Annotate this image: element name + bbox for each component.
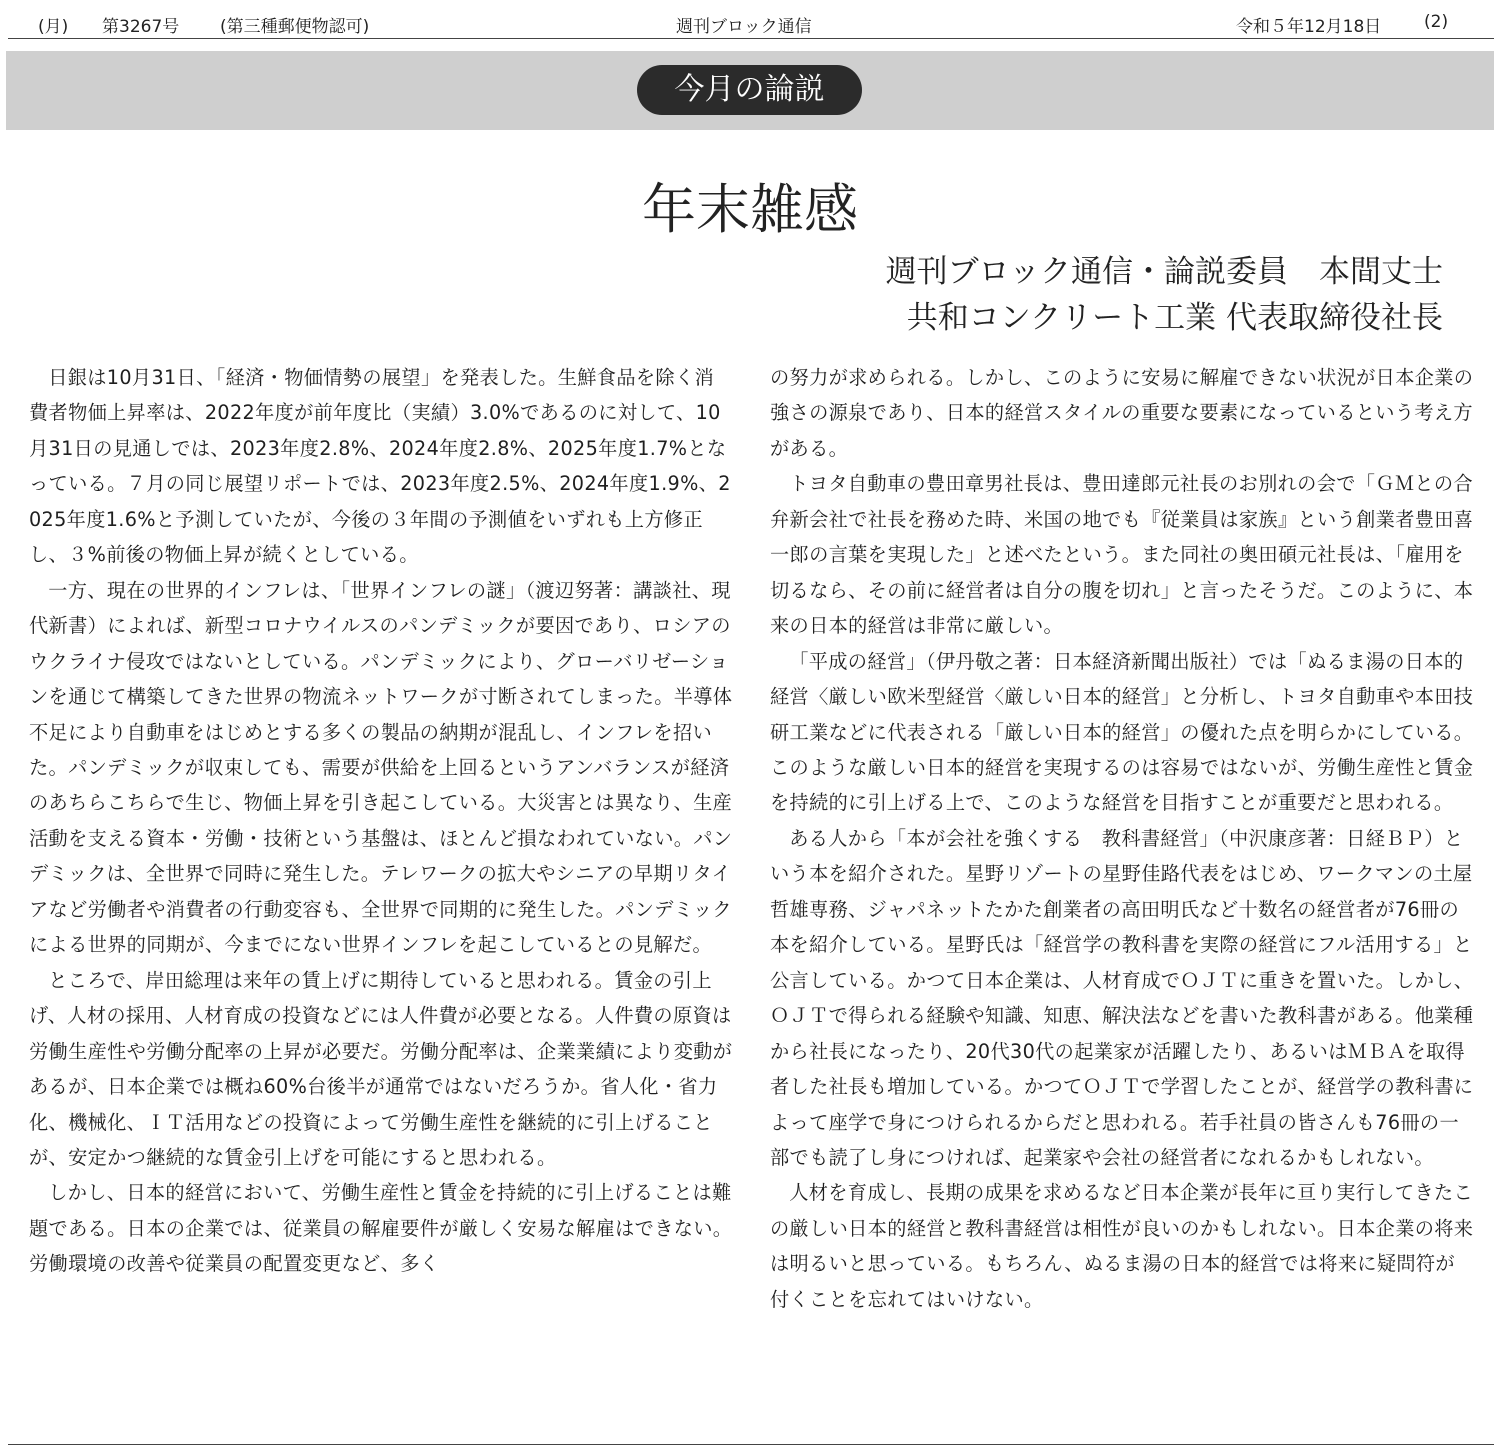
paragraph: ある人から「本が会社を強くする 教科書経営」（中沢康彦著：日経ＢＰ）という本を紹介された。星野リゾートの星野佳路代表をはじめ、ワークマンの土屋哲雄専務、ジャパネットたかた創業者の高田明氏など十数名の経営者が76冊の本を紹介している。星野氏は「経営学の教科書を実際の経営にフル活用する」と公言している。かつて日本企業は、人材育成でＯＪＴに重きを置いた。しかし、ＯＪＴで得られる経験や知識、知恵、解決法などを書いた教科書がある。他業種から社長になったり、20代30代の起業家が活躍したり、あるいはＭＢＡを取得者した社長も増加している。かつてＯＪＴで学習したことが、経営学の教科書によって座学で身につけられるからだと思われる。若手社員の皆さんも76冊の一部でも読了し身につければ、起業家や会社の経営者になれるかもしれない。 <box>770 826 1474 1169</box>
header-date: 令和５年12月18日 <box>1236 17 1382 37</box>
paragraph: 人材を育成し、長期の成果を求めるなど日本企業が長年に亘り実行してきたこの厳しい日本的経営と教科書経営は相性が良いのかもしれない。日本企業の将来は明るいと思っている。もちろん、ぬるま湯の日本的経営では将来に疑問符が付くことを忘れてはいけない。 <box>770 1181 1474 1311</box>
footer-rule <box>8 1444 1494 1445</box>
paragraph: しかし、日本的経営において、労働生産性と賃金を持続的に引上げることは難題である。日本の企業では、従業員の解雇要件が厳しく安易な解雇はできない。労働環境の改善や従業員の配置変更など、多く <box>29 1181 733 1276</box>
paragraph: ところで、岸田総理は来年の賃上げに期待していると思われる。賃金の引上げ、人材の採用、人材育成の投資などには人件費が必要となる。人件費の原資は労働生産性や労働分配率の上昇が必要だ。労働分配率は、企業業績により変動があるが、日本企業では概ね60%台後半が通常ではないだろうか。省人化・省力化、機械化、ＩＴ活用などの投資によって労働生産性を継続的に引上げることが、安定かつ継続的な賃金引上げを可能にすると思われる。 <box>29 968 733 1169</box>
section-label: 今月の論説 <box>637 65 862 115</box>
article-right-column <box>770 360 1474 1317</box>
header-weekday: (月) <box>38 17 69 37</box>
paragraph: 「平成の経営」（伊丹敬之著：日本経済新聞出版社）では「ぬるま湯の日本的経営〈厳しい欧米型経営〈厳しい日本的経営」と分析し、トヨタ自動車や本田技研工業などに代表される「厳しい日本的経営」の優れた点を明らかにしている。このような厳しい日本的経営を実現するのは容易ではないが、労働生産性と賃金を持続的に引上げる上で、このような経営を目指すことが重要だと思われる。 <box>770 649 1474 815</box>
byline-affiliation: 共和コンクリート工業 代表取締役社長 <box>906 300 1443 336</box>
header-rule <box>8 38 1494 39</box>
header-postal-permit: (第三種郵便物認可) <box>220 17 370 37</box>
header-publication: 週刊ブロック通信 <box>676 17 812 37</box>
byline-author: 週刊ブロック通信・論説委員 本間丈士 <box>885 254 1443 290</box>
header-page-number: (2) <box>1424 12 1449 32</box>
paragraph: 一方、現在の世界的インフレは、「世界インフレの謎」（渡辺努著：講談社、現代新書）によれば、新型コロナウイルスのパンデミックが要因であり、ロシアのウクライナ侵攻ではないとしている。パンデミックにより、グローバリゼーションを通じて構築してきた世界の物流ネットワークが寸断されてしまった。半導体不足により自動車をはじめとする多くの製品の納期が混乱し、インフレを招いた。パンデミックが収束しても、需要が供給を上回るというアンバランスが経済のあちらこちらで生じ、物価上昇を引き起こしている。大災害とは異なり、生産活動を支える資本・労働・技術という基盤は、ほとんど損なわれていない。パンデミックは、全世界で同時に発生した。テレワークの拡大やシニアの早期リタイアなど労働者や消費者の行動変容も、全世界で同期的に発生した。パンデミックによる世界的同期が、今までにない世界インフレを起こしているとの見解だ。 <box>29 578 733 957</box>
paragraph: 日銀は10月31日、「経済・物価情勢の展望」を発表した。生鮮食品を除く消費者物価上昇率は、2022年度が前年度比（実績）3.0%であるのに対して、10月31日の見通しでは、2023年度2.8%、2024年度2.8%、2025年度1.7%となっている。７月の同じ展望リポートでは、2023年度2.5%、2024年度1.9%、2025年度1.6%と予測していたが、今後の３年間の予測値をいずれも上方修正し、３%前後の物価上昇が続くとしている。 <box>29 366 731 567</box>
article-left-column <box>29 360 733 1282</box>
paragraph: の努力が求められる。しかし、このように安易に解雇できない状況が日本企業の強さの源泉であり、日本的経営スタイルの重要な要素になっているという考え方がある。 <box>770 366 1474 460</box>
header-issue-number: 第3267号 <box>102 17 180 37</box>
paragraph: トヨタ自動車の豊田章男社長は、豊田達郎元社長のお別れの会で「ＧＭとの合弁新会社で社長を務めた時、米国の地でも『従業員は家族』という創業者豊田喜一郎の言葉を実現した」と述べたという。また同社の奥田碩元社長は、「雇用を切るなら、その前に経営者は自分の腹を切れ」と言ったそうだ。このように、本来の日本的経営は非常に厳しい。 <box>770 472 1474 638</box>
article-title: 年末雑感 <box>642 178 858 241</box>
page-header <box>0 0 1500 40</box>
